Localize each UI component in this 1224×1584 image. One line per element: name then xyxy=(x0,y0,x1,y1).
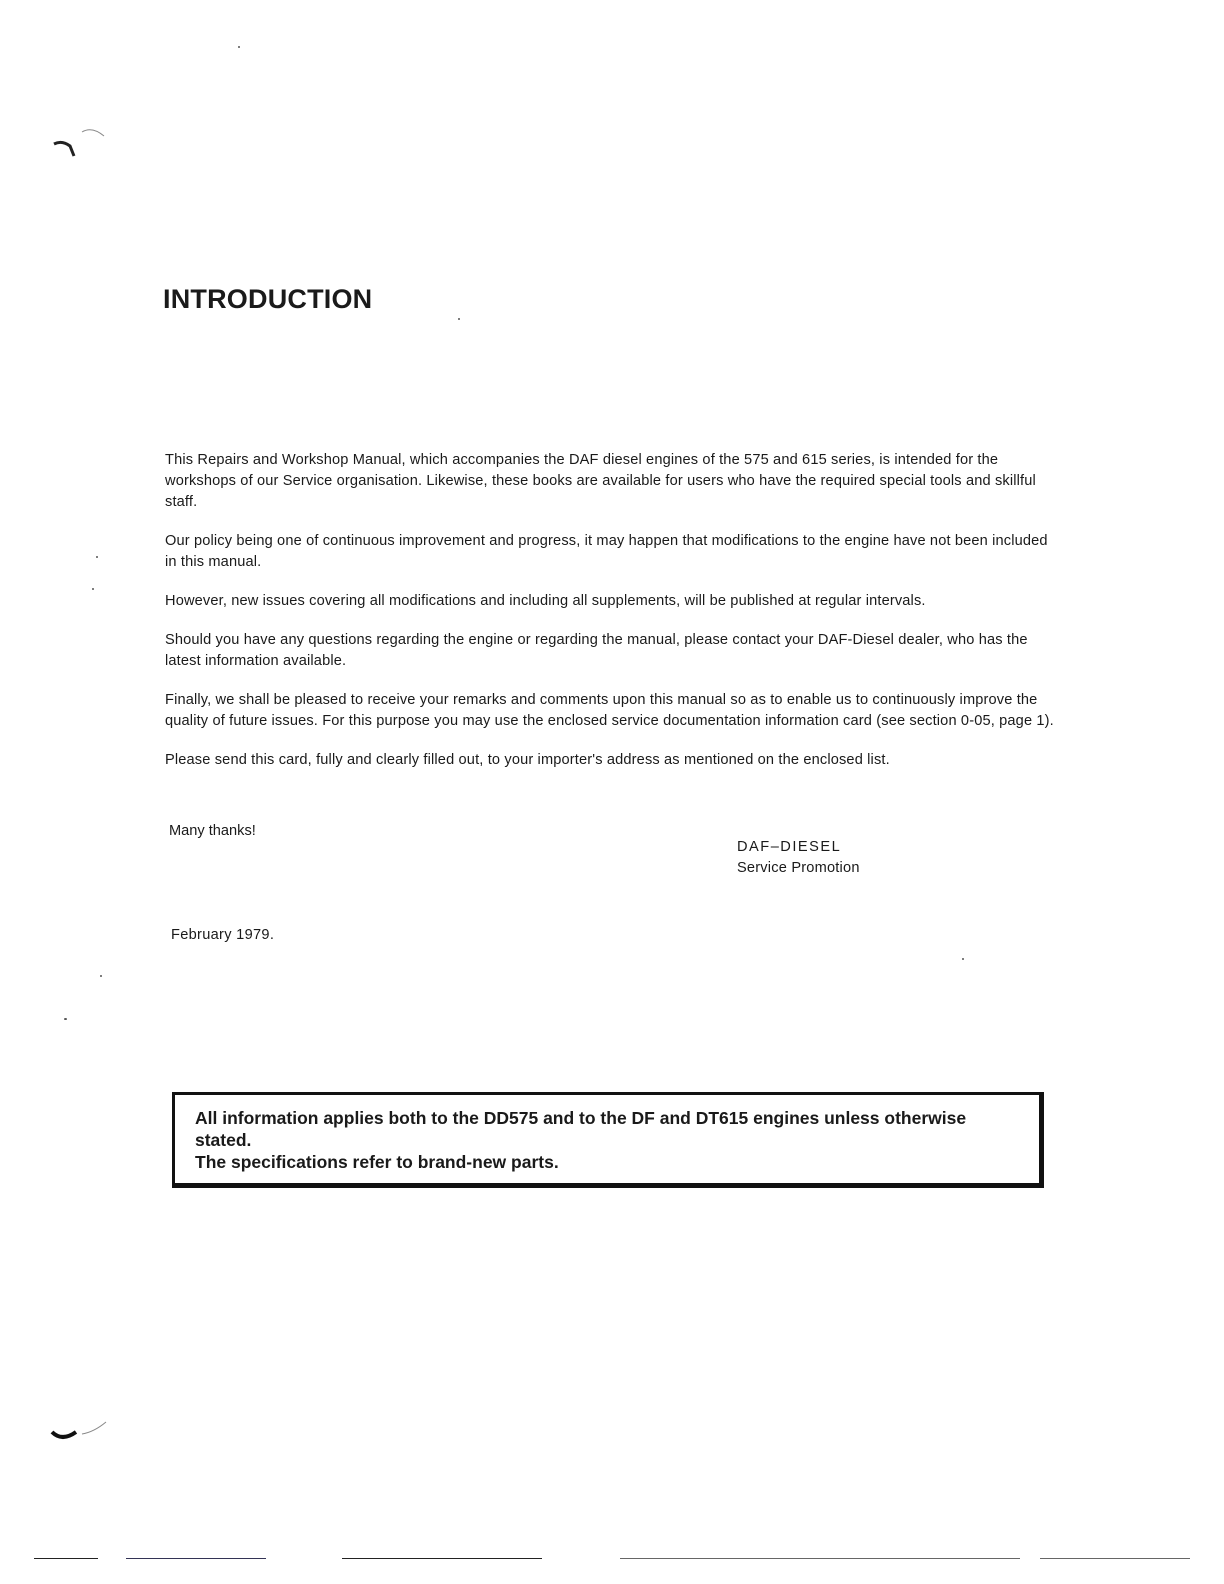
scan-speck xyxy=(238,46,240,48)
footer-rule xyxy=(342,1558,542,1559)
notice-line: All information applies both to the DD575 and to the DF and DT615 engines unless otherwise stated. xyxy=(195,1108,967,1150)
scan-mark-icon xyxy=(48,1410,118,1450)
footer-rule xyxy=(34,1558,98,1559)
notice-box xyxy=(172,1092,1044,1188)
signature-department: Service Promotion xyxy=(737,860,860,876)
signature-company: DAF–DIESEL xyxy=(737,839,842,855)
closing-thanks: Many thanks! xyxy=(169,823,256,839)
notice-line: The specifications refer to brand-new parts. xyxy=(195,1152,559,1172)
scan-mark-icon xyxy=(52,126,112,176)
footer-rule xyxy=(1040,1558,1190,1559)
paragraph: Finally, we shall be pleased to receive your remarks and comments upon this manual so as to enable us to continuously improve the quality of future issues. For this purpose you may use the enclosed service documentation information card (see section 0-05, page 1). xyxy=(165,692,1054,729)
paragraph: Please send this card, fully and clearly filled out, to your importer's address as mentioned on the enclosed list. xyxy=(165,752,890,768)
scan-speck xyxy=(962,958,964,960)
footer-rule xyxy=(620,1558,1020,1559)
body-text xyxy=(165,450,1055,789)
scan-speck xyxy=(458,318,460,320)
signature-block xyxy=(737,837,860,879)
document-date: February 1979. xyxy=(171,927,275,943)
scan-speck xyxy=(92,588,94,590)
paragraph: This Repairs and Workshop Manual, which accompanies the DAF diesel engines of the 575 and 615 series, is intended for the workshops of our Service organisation. Likewise, these books are available for users who have the required special tools and skillful staff. xyxy=(165,452,1036,510)
footer-rule xyxy=(126,1558,266,1559)
paragraph: However, new issues covering all modifications and including all supplements, will be published at regular intervals. xyxy=(165,593,926,609)
paragraph: Should you have any questions regarding the engine or regarding the manual, please contact your DAF-Diesel dealer, who has the latest information available. xyxy=(165,632,1028,669)
scan-speck xyxy=(64,1018,67,1020)
paragraph: Our policy being one of continuous improvement and progress, it may happen that modifications to the engine have not been included in this manual. xyxy=(165,533,1048,570)
scan-speck xyxy=(96,556,98,558)
scan-speck xyxy=(100,975,102,977)
page-title: INTRODUCTION xyxy=(163,284,373,314)
